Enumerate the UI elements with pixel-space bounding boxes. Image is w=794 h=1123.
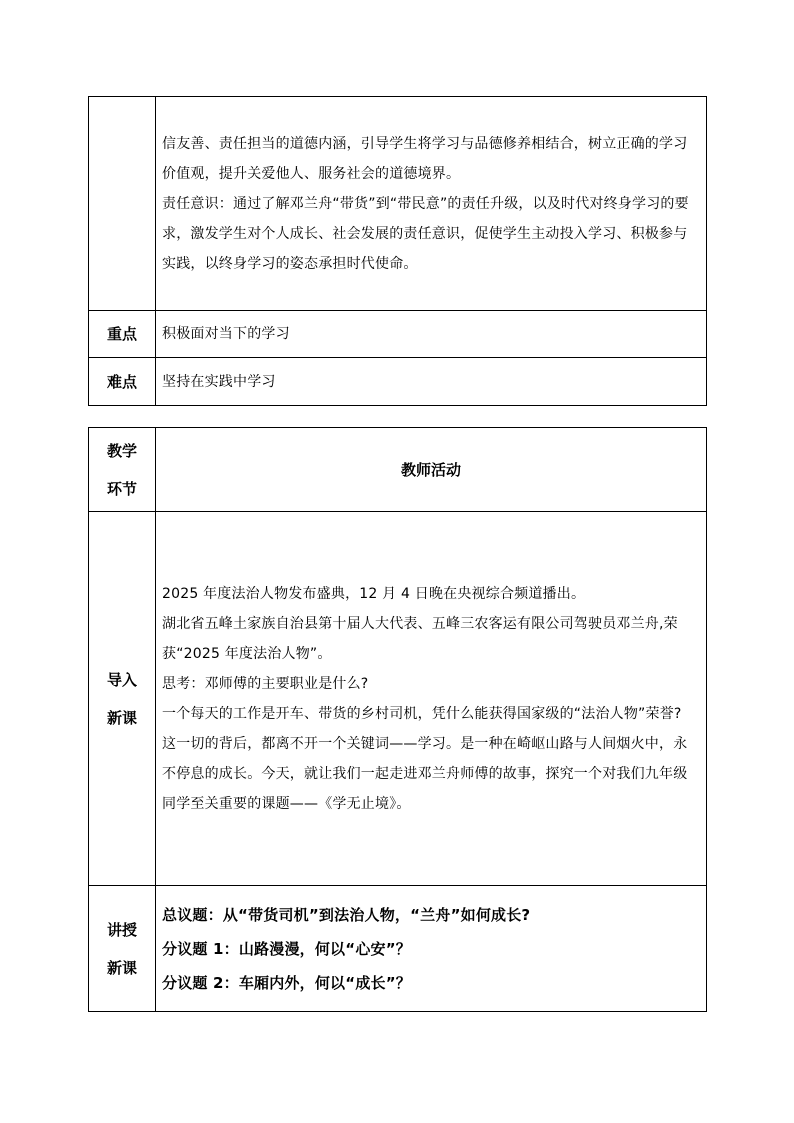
paragraph: 2025 年度法治人物发布盛典，12 月 4 日晚在央视综合频道播出。 xyxy=(162,585,586,602)
sub-topic-2: 分议题 2：车厢内外，何以“成长”？ xyxy=(162,973,411,992)
intro-content xyxy=(156,512,707,886)
table-header-row xyxy=(89,428,707,512)
paragraph: 一个每天的工作是开车、带货的乡村司机，凭什么能获得国家级的“法治人物”荣誉? xyxy=(162,705,682,722)
table-row xyxy=(89,97,707,311)
sub-topic-1: 分议题 1：山路漫漫，何以“心安”？ xyxy=(162,939,411,958)
objectives-table xyxy=(88,96,707,406)
difficulty-text: 坚持在实践中学习 xyxy=(156,358,707,406)
paragraph: 湖北省五峰土家族自治县第十届人大代表、五峰三农客运有限公司驾驶员邓兰舟,荣获“2025 年度法治人物”。 xyxy=(162,615,678,662)
teacher-activity-header: 教师活动 xyxy=(156,428,707,512)
paragraph: 思考：邓师傅的主要职业是什么? xyxy=(162,675,369,692)
difficulty-label: 难点 xyxy=(89,358,156,406)
section-header-label: 教学环节 xyxy=(89,428,156,512)
key-point-label: 重点 xyxy=(89,311,156,358)
paragraph: 这一切的背后，都离不开一个关键词——学习。是一种在崎岖山路与人间烟火中，永不停息的成长。今天，就让我们一起走进邓兰舟师傅的故事，探究一个对我们九年级同学至关重要的课题——《学无止境》。 xyxy=(162,735,688,812)
table-row xyxy=(89,311,707,358)
teaching-process-table xyxy=(88,427,707,1012)
paragraph: 信友善、责任担当的道德内涵，引导学生将学习与品德修养相结合，树立正确的学习价值观，提升关爱他人、服务社会的道德境界。 xyxy=(162,135,688,182)
lecture-label: 讲授新课 xyxy=(89,886,156,1012)
moral-objectives-cell xyxy=(156,97,707,311)
paragraph: 责任意识：通过了解邓兰舟“带货”到“带民意”的责任升级，以及时代对终身学习的要求，激发学生对个人成长、社会发展的责任意识，促使学生主动投入学习、积极参与实践，以终身学习的姿态承担时代使命。 xyxy=(162,195,689,272)
lecture-content xyxy=(156,886,707,1012)
table-row xyxy=(89,512,707,886)
main-topic: 总议题：从“带货司机”到法治人物，“兰舟”如何成长? xyxy=(162,905,531,924)
row-label xyxy=(89,97,156,311)
key-point-text: 积极面对当下的学习 xyxy=(156,311,707,358)
table-row xyxy=(89,886,707,1012)
table-row xyxy=(89,358,707,406)
intro-label: 导入新课 xyxy=(89,512,156,886)
